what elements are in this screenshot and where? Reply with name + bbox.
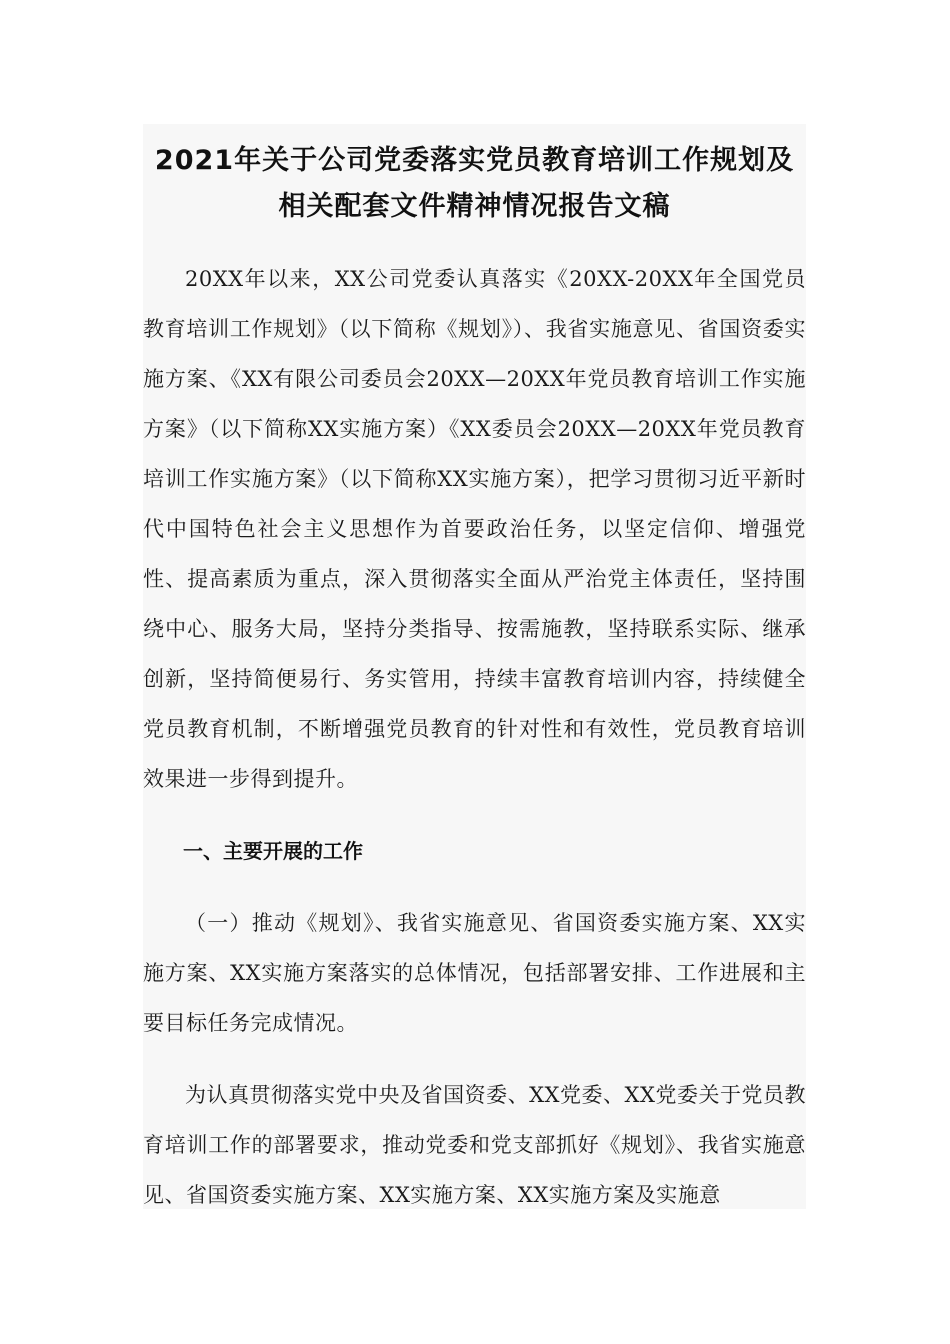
subsection-paragraph-1: （一）推动《规划》、我省实施意见、省国资委实施方案、XX实施方案、XX实施方案落实的总体情况，包括部署安排、工作进展和主要目标任务完成情况。 [143,911,806,1035]
section-heading-1: 一、主要开展的工作 [183,839,363,863]
title-line-2: 相关配套文件精神情况报告文稿 [278,191,671,222]
intro-paragraph: 20XX年以来，XX公司党委认真落实《20XX-20XX年全国党员教育培训工作规划》（以下简称《规划》）、我省实施意见、省国资委实施方案、《XX有限公司委员会20XX—20XX年党员教育培训工作实施方案》（以下简称XX实施方案）《XX委员会20XX—20XX年党员教育培训工作实施方案》（以下简称XX实施方案），把学习贯彻习近平新时代中国特色社会主义思想作为首要政治任务，以坚定信仰、增强党性、提高素质为重点，深入贯彻落实全面从严治党主体责任，坚持围绕中心、服务大局，坚持分类指导、按需施教，坚持联系实际、继承创新，坚持简便易行、务实管用，持续丰富教育培训内容，持续健全党员教育机制，不断增强党员教育的针对性和有效性，党员教育培训效果进一步得到提升。 [143,267,806,791]
title-line-1: 2021年关于公司党委落实党员教育培训工作规划及 [154,145,795,176]
document-title [143,138,806,230]
body-paragraph-2: 为认真贯彻落实党中央及省国资委、XX党委、XX党委关于党员教育培训工作的部署要求，推动党委和党支部抓好《规划》、我省实施意见、省国资委实施方案、XX实施方案、XX实施方案及实施意 [143,1083,806,1207]
document-body [143,124,806,1209]
